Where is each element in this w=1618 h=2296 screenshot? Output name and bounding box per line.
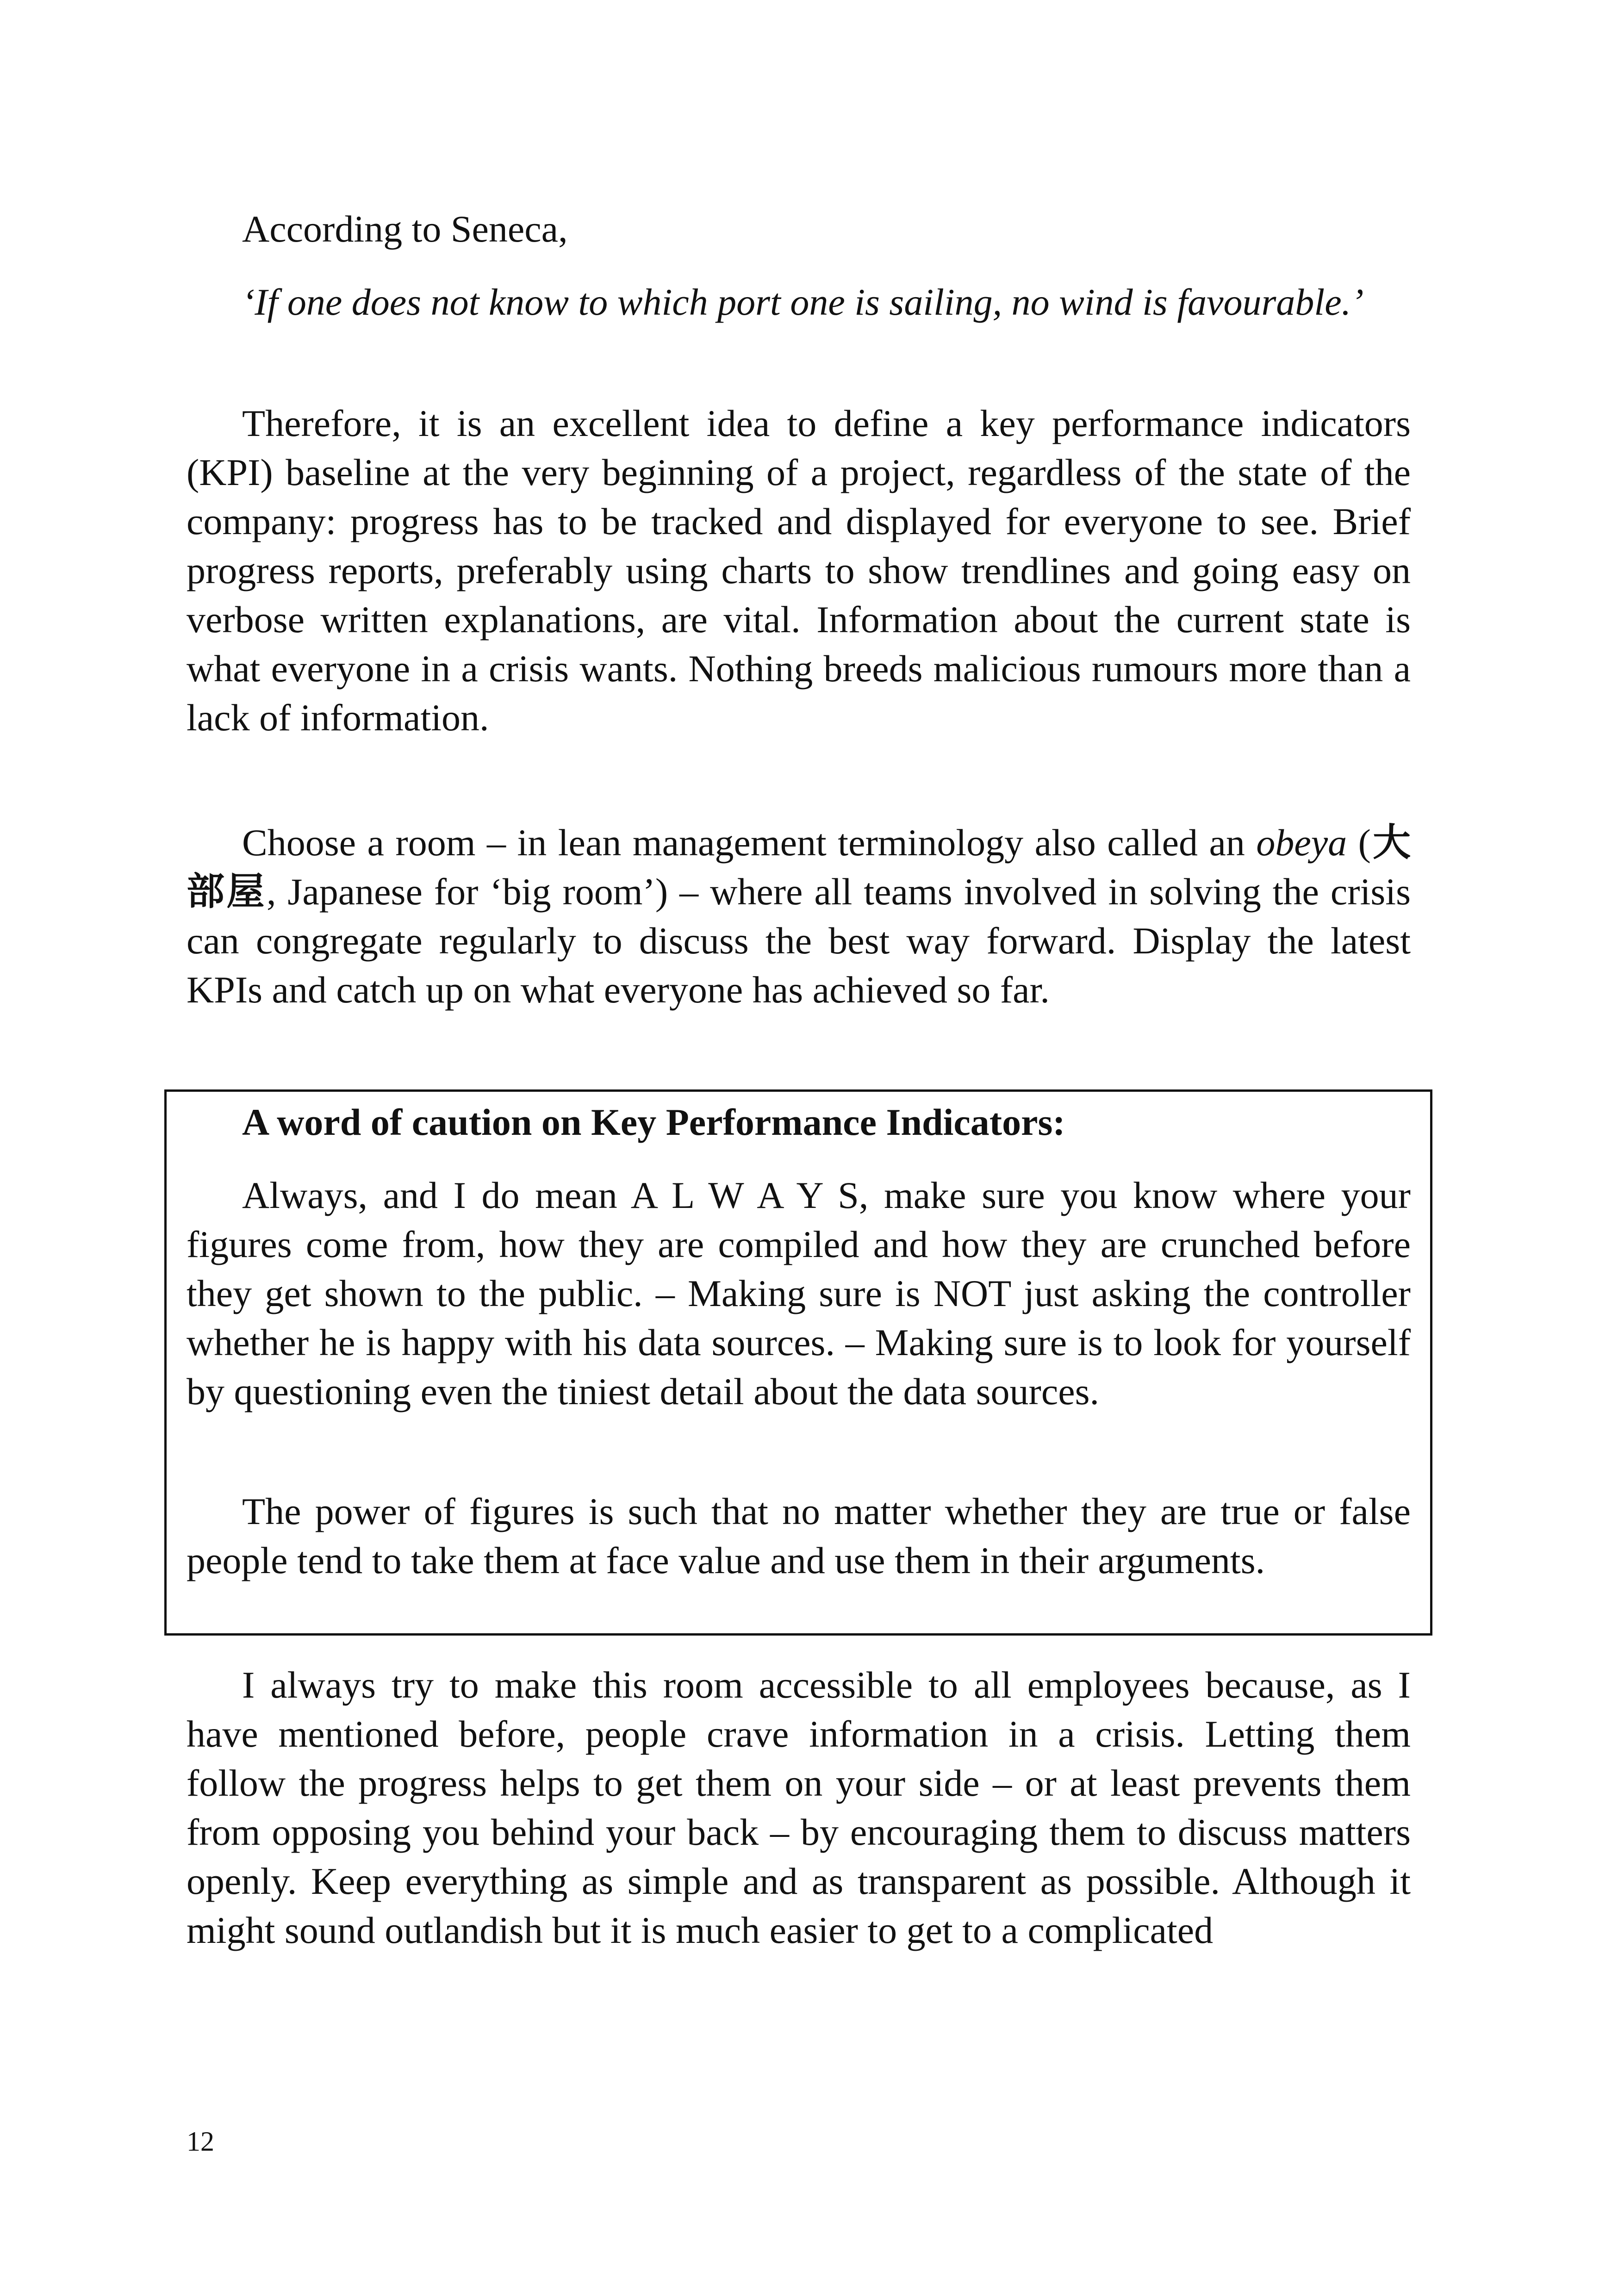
- obeya-kanji: 大 部屋: [187, 821, 1411, 913]
- intro-line: According to Seneca,: [242, 208, 568, 250]
- caution-paragraph-power: The power of figures is such that no matter whether they are true or false people tend to take them at face value and use them in their arguments.: [187, 1490, 1411, 1581]
- caution-heading: A word of caution on Key Performance Indicators:: [242, 1101, 1065, 1143]
- obeya-paragraph: [187, 818, 1411, 1014]
- obeya-term: obeya: [1256, 821, 1347, 864]
- obeya-open-paren: (: [1347, 821, 1371, 864]
- caution-paragraph-figures: Always, and I do mean A L W A Y S, make sure you know where your figures come from, how they are compiled and how they are crunched before they get shown to the public. – Making sure is NOT just asking the controller whether he is happy with his data sources. – Making sure is to look for yourself by questioning even the tiniest detail about the data sources.: [187, 1174, 1411, 1412]
- obeya-paragraph-end: , Japanese for ‘big room’) – where all teams involved in solving the crisis can congregate regularly to discuss the best way forward. Display the latest KPIs and catch up on what everyone has achieved so far.: [187, 871, 1411, 1011]
- obeya-paragraph-start: Choose a room – in lean management terminology also called an: [242, 821, 1257, 864]
- page-number: 12: [187, 2126, 214, 2157]
- seneca-quote: ‘If one does not know to which port one is sailing, no wind is favourable.’: [242, 281, 1364, 323]
- kpi-paragraph: Therefore, it is an excellent idea to define a key performance indicators (KPI) baseline at the very beginning of a project, regardless of the state of the company: progress has to be tracked and displayed for everyone to see. Brief progress reports, preferably using charts to show trendlines and going easy on verbose written explanations, are vital. Information about the current state is what everyone in a crisis wants. Nothing breeds malicious rumours more than a lack of information.: [187, 402, 1411, 739]
- accessibility-paragraph: I always try to make this room accessible to all employees because, as I have mentioned before, people crave information in a crisis. Letting them follow the progress helps to get them on your side – or at least prevents them from opposing you behind your back – by encouraging them to discuss matters openly. Keep everything as simple and as transparent as possible. Although it might sound outlandish but it is much easier to get to a complicated: [187, 1664, 1411, 1951]
